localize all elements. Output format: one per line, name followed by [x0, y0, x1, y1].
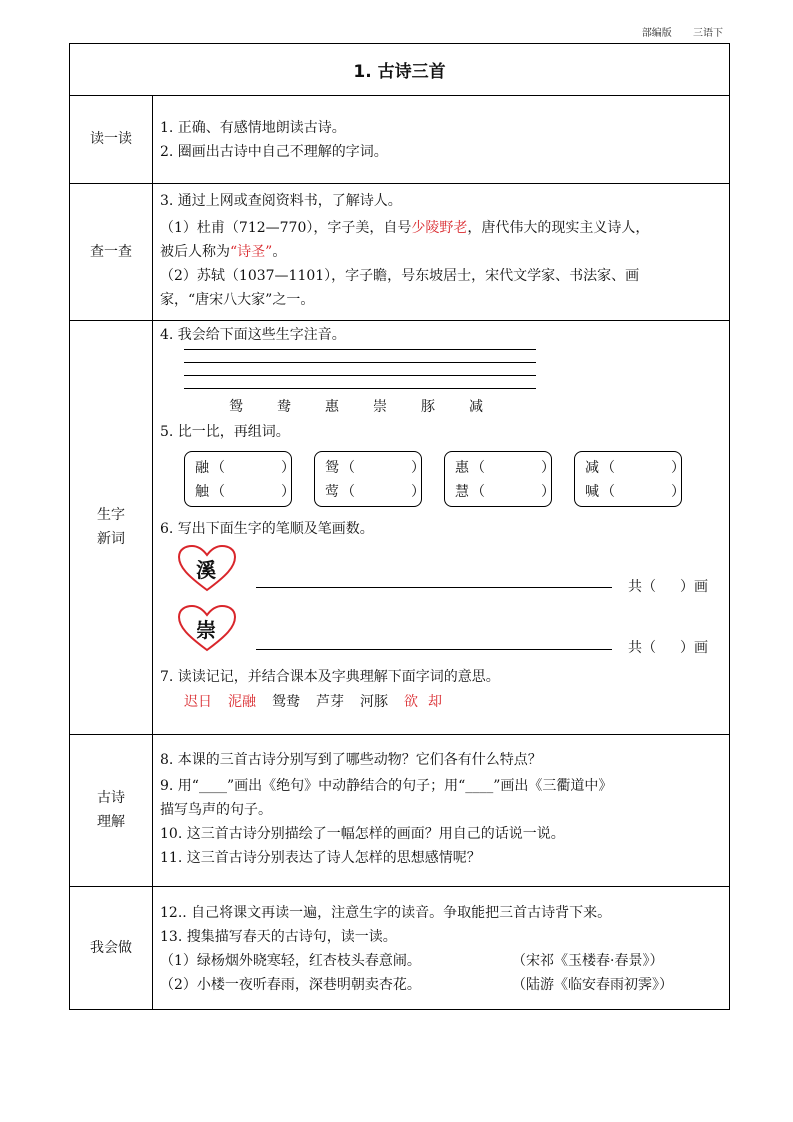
- stroke-answer-line-2: [256, 649, 612, 650]
- section-read: [70, 95, 729, 184]
- pinyin-chars: 鸳 鸯 惠 崇 豚 减: [229, 399, 483, 415]
- q5-text: 5. 比一比，再组词。: [160, 424, 290, 440]
- q12-text: 12.. 自己将课文再读一遍，注意生字的读音。争取能把三首古诗背下来。: [160, 905, 612, 921]
- sushi-line-2: 家，“唐宋八大家”之一。: [160, 292, 315, 308]
- compare-box-4: 减 （ ） 喊 （ ）: [574, 451, 682, 507]
- edition-label: 部编版: [641, 28, 672, 39]
- poem-source-1: （宋祁《玉楼春·春景》）: [512, 953, 664, 969]
- q10-text: 10. 这三首古诗分别描绘了一幅怎样的画面？用自己的话说一说。: [160, 826, 565, 842]
- page-title: 1. 古诗三首: [70, 44, 729, 96]
- stroke-count-2: 共（ ）画: [628, 640, 708, 656]
- sushi-line-1: （2）苏轼（1037—1101），字子瞻，号东坡居士，宋代文学家、书法家、画: [160, 268, 640, 284]
- dufu-line-1: （1）杜甫（712—770），字子美，自号少陵野老，唐代伟大的现实主义诗人，: [160, 220, 650, 236]
- section-check: [70, 183, 729, 321]
- stroke-char-1: 溪: [196, 558, 216, 582]
- section-label-chars: 生字 新词: [70, 320, 153, 734]
- read-item-1: 1. 正确、有感情地朗读古诗。: [160, 120, 346, 136]
- poem-line-2: （2）小楼一夜听春雨，深巷明朝卖杏花。: [160, 977, 421, 993]
- stroke-char-2: 崇: [196, 618, 216, 642]
- section-understand: [70, 734, 729, 887]
- dufu-title: “诗圣”: [230, 244, 273, 260]
- dufu-line-2: 被后人称为“诗圣”。: [160, 244, 287, 260]
- page-header: [642, 24, 723, 39]
- grade-label: 三语下: [693, 28, 723, 39]
- compare-box-3: 惠 （ ） 慧 （ ）: [444, 451, 552, 507]
- section-label-do: 我会做: [70, 886, 153, 1009]
- section-label-understand: 古诗 理解: [70, 734, 153, 886]
- q7-text: 7. 读读记记，并结合课本及字典理解下面字词的意思。: [160, 669, 500, 685]
- compare-box-1: 融 （ ） 触 （ ）: [184, 451, 292, 507]
- q4-text: 4. 我会给下面这些生字注音。: [160, 327, 346, 343]
- poem-source-2: （陆游《临安春雨初霁》）: [512, 977, 673, 993]
- poem-line-1: （1）绿杨烟外晓寒轻，红杏枝头春意闹。: [160, 953, 421, 969]
- read-item-2: 2. 圈画出古诗中自己不理解的字词。: [160, 144, 388, 160]
- stroke-count-1: 共（ ）画: [628, 579, 708, 595]
- section-chars: [70, 320, 729, 735]
- q11-text: 11. 这三首古诗分别表达了诗人怎样的思想感情呢？: [160, 850, 481, 866]
- q8-text: 8. 本课的三首古诗分别写到了哪些动物？它们各有什么特点？: [160, 752, 542, 768]
- section-label-read: 读一读: [70, 95, 153, 183]
- compare-box-2: 鸳 （ ） 莺 （ ）: [314, 451, 422, 507]
- q6-text: 6. 写出下面生字的笔顺及笔画数。: [160, 521, 374, 537]
- check-intro: 3. 通过上网或查阅资料书，了解诗人。: [160, 193, 402, 209]
- worksheet-table: [69, 43, 730, 1010]
- q13-text: 13. 搜集描写春天的古诗句，读一读。: [160, 929, 397, 945]
- section-do: [70, 886, 729, 1009]
- section-label-check: 查一查: [70, 183, 153, 320]
- vocab-words: 迟日 泥融 鸳鸯 芦芽 河豚 欲 却: [184, 694, 442, 710]
- dufu-alias: 少陵野老: [411, 220, 468, 236]
- q9-text: 9. 用“____”画出《绝句》中动静结合的句子；用“____”画出《三衢道中》: [160, 778, 613, 794]
- q9-text-cont: 描写鸟声的句子。: [160, 802, 272, 818]
- stroke-answer-line-1: [256, 587, 612, 588]
